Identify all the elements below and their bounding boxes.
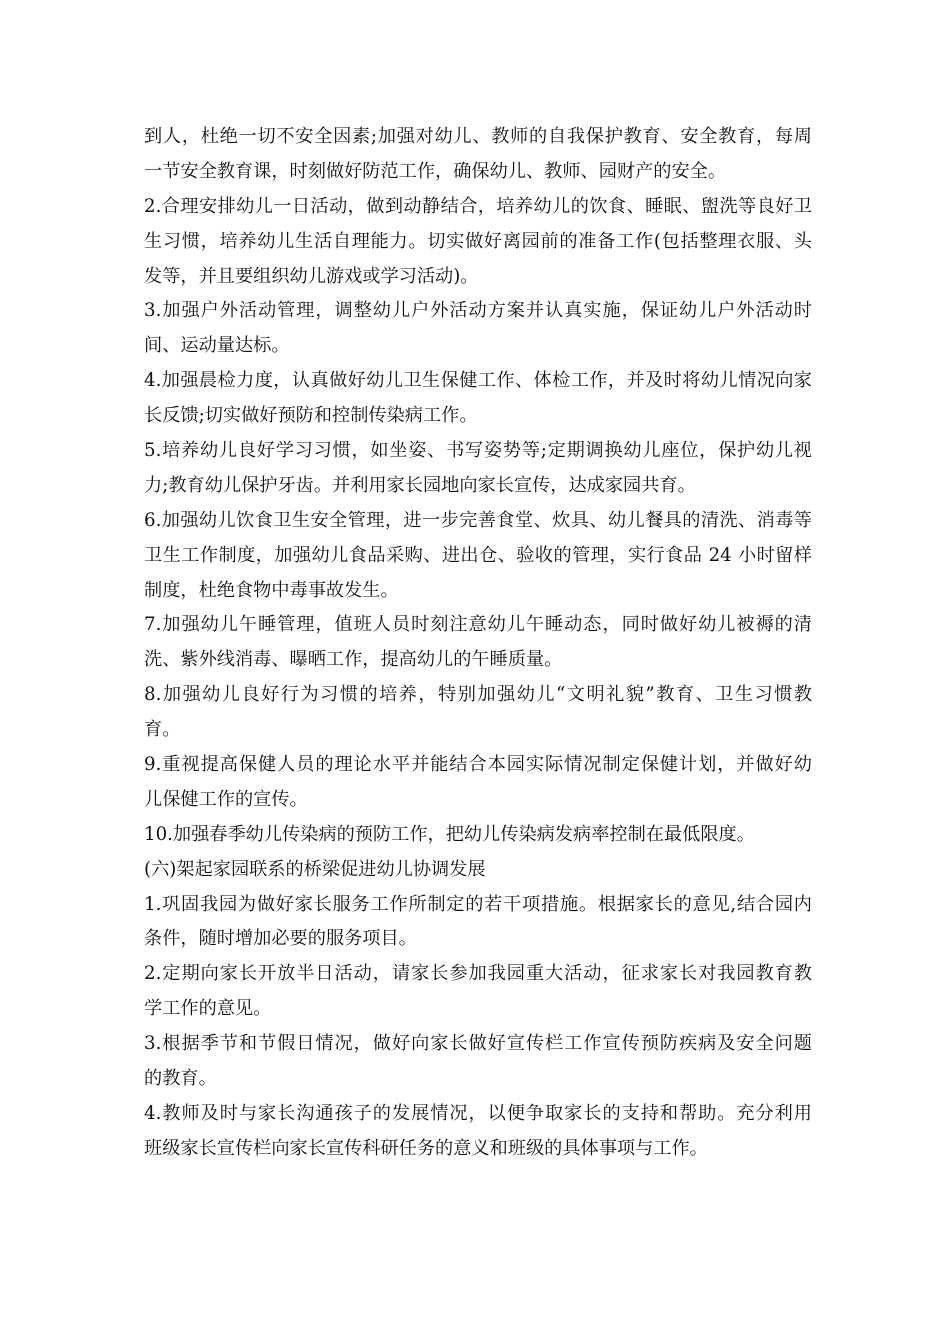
text-line: 1.巩固我园为做好家长服务工作所制定的若干项措施。根据家长的意见,结合园内 — [144, 893, 812, 915]
text-line: 2.合理安排幼儿一日活动，做到动静结合，培养幼儿的饮食、睡眠、盥洗等良好卫 — [144, 195, 812, 217]
text-line: 2.定期向家长开放半日活动，请家长参加我园重大活动，征求家长对我园教育教 — [144, 963, 812, 985]
text-line: 条件，随时增加必要的服务项目。 — [144, 928, 417, 950]
text-line: 9.重视提高保健人员的理论水平并能结合本园实际情况制定保健计划，并做好幼 — [144, 754, 812, 776]
text-line: 10.加强春季幼儿传染病的预防工作，把幼儿传染病发病率控制在最低限度。 — [144, 823, 755, 845]
text-line: 7.加强幼儿午睡管理，值班人员时刻注意幼儿午睡动态，同时做好幼儿被褥的清 — [144, 614, 812, 636]
text-line: 卫生工作制度，加强幼儿食品采购、进出仓、验收的管理，实行食品 24 小时留样 — [144, 544, 812, 566]
document-body — [144, 120, 812, 1167]
text-line: 育。 — [144, 719, 181, 741]
text-line: 5.培养幼儿良好学习习惯，如坐姿、书写姿势等;定期调换幼儿座位，保护幼儿视 — [144, 440, 812, 462]
text-line: (六)架起家园联系的桥梁促进幼儿协调发展 — [144, 858, 486, 880]
text-line: 3.加强户外活动管理，调整幼儿户外活动方案并认真实施，保证幼儿户外活动时 — [144, 300, 812, 322]
text-line: 4.加强晨检力度，认真做好幼儿卫生保健工作、体检工作，并及时将幼儿情况向家 — [144, 370, 812, 392]
text-line: 生习惯，培养幼儿生活自理能力。切实做好离园前的准备工作(包括整理衣服、头 — [144, 230, 812, 252]
text-line: 的教育。 — [144, 1068, 217, 1090]
text-line: 学工作的意见。 — [144, 998, 272, 1020]
text-line: 6.加强幼儿饮食卫生安全管理，进一步完善食堂、炊具、幼儿餐具的清洗、消毒等 — [144, 509, 812, 531]
text-line: 一节安全教育课，时刻做好防范工作，确保幼儿、教师、园财产的安全。 — [144, 160, 727, 182]
text-line: 制度，杜绝食物中毒事故发生。 — [144, 579, 399, 601]
text-line: 洗、紫外线消毒、曝晒工作，提高幼儿的午睡质量。 — [144, 649, 563, 671]
text-line: 儿保健工作的宣传。 — [144, 788, 308, 810]
text-line: 长反馈;切实做好预防和控制传染病工作。 — [144, 405, 478, 427]
text-line: 班级家长宣传栏向家长宣传科研任务的意义和班级的具体事项与工作。 — [144, 1137, 708, 1159]
text-line: 8.加强幼儿良好行为习惯的培养，特别加强幼儿“文明礼貌”教育、卫生习惯教 — [144, 684, 812, 706]
text-line: 到人，杜绝一切不安全因素;加强对幼儿、教师的自我保护教育、安全教育，每周 — [144, 126, 812, 147]
text-line: 3.根据季节和节假日情况，做好向家长做好宣传栏工作宣传预防疾病及安全问题 — [144, 1033, 812, 1055]
text-line: 间、运动量达标。 — [144, 335, 290, 357]
text-line: 4.教师及时与家长沟通孩子的发展情况，以便争取家长的支持和帮助。充分利用 — [144, 1102, 812, 1124]
text-line: 力;教育幼儿保护牙齿。并利用家长园地向家长宣传，达成家园共育。 — [144, 474, 696, 496]
text-line: 发等，并且要组织幼儿游戏或学习活动)。 — [144, 265, 479, 287]
